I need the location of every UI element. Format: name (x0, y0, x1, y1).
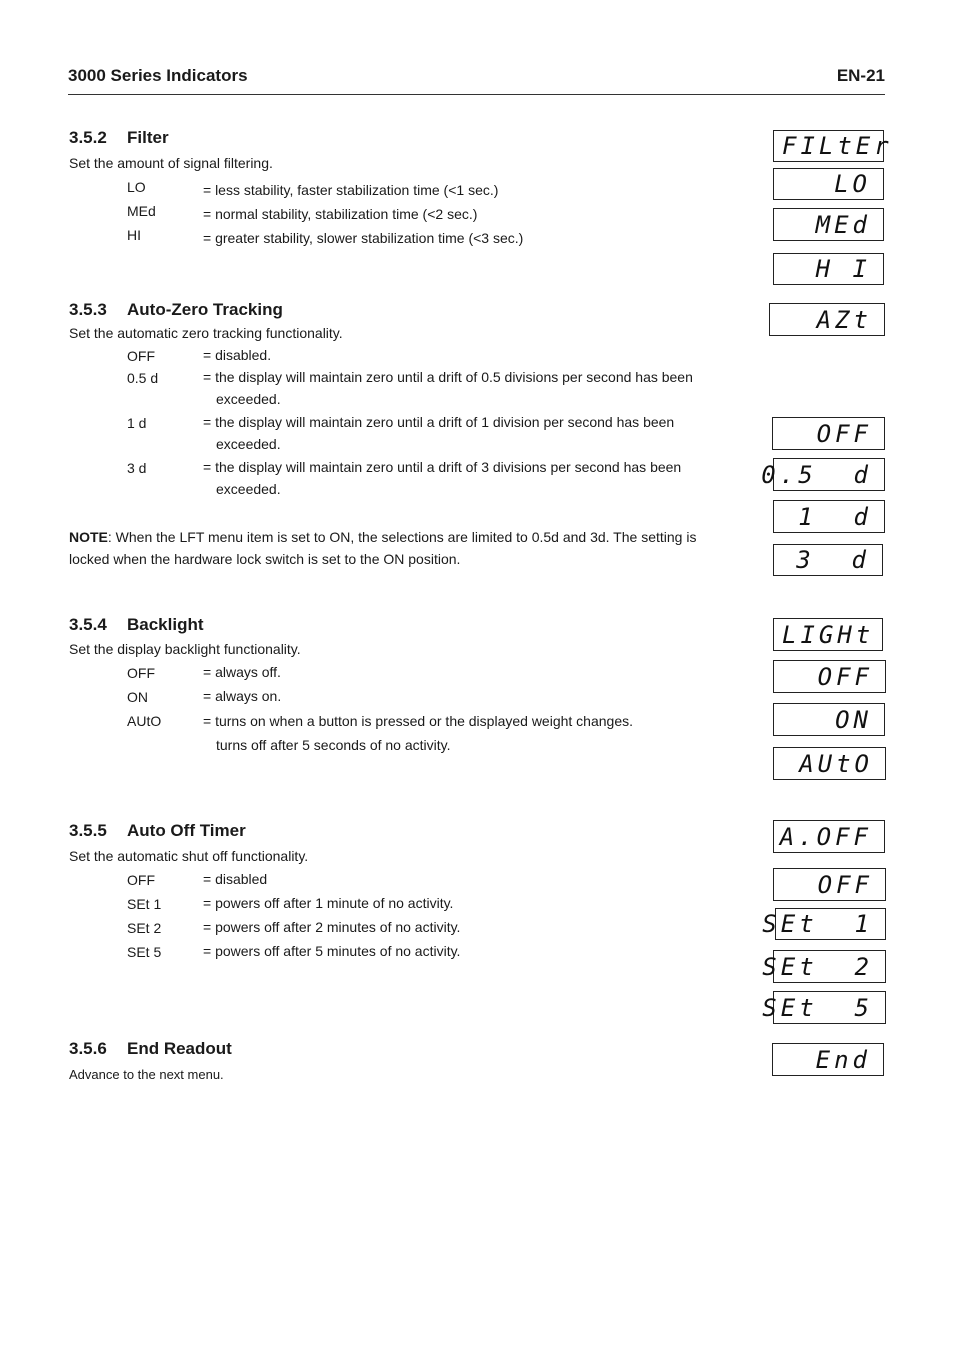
option-key: 1 d (127, 415, 147, 431)
section-intro: Set the automatic shut off functionality. (69, 848, 309, 864)
option-desc: = greater stability, slower stabilization time (<3 sec.) (203, 230, 524, 246)
section-heading-end-readout (69, 1039, 232, 1059)
section-number: 3.5.5 (69, 821, 107, 840)
lcd-display: LO (773, 168, 884, 200)
option-desc-continued: exceeded. (216, 391, 281, 407)
option-desc-line: = the display will maintain zero until a drift of 1 division per second has been (203, 414, 675, 430)
option-desc-line: = the display will maintain zero until a drift of 3 divisions per second has been (203, 459, 682, 475)
option-desc-continued: exceeded. (216, 436, 281, 452)
option-desc: = powers off after 1 minute of no activity. (203, 895, 454, 911)
option-key: LO (127, 179, 146, 195)
lcd-display: ON (773, 703, 885, 736)
note-text: : When the LFT menu item is set to ON, the selections are limited to 0.5d and 3d. The setting is locked when the hardware lock switch is set to the ON position. (69, 529, 697, 567)
section-intro: Set the display backlight functionality. (69, 641, 301, 657)
lcd-display: MEd (773, 208, 884, 241)
lcd-display: 3 d (773, 544, 883, 576)
page-number: EN-21 (836, 66, 885, 85)
option-desc-continued: turns off after 5 seconds of no activity. (216, 737, 451, 753)
lcd-display: H I (773, 253, 884, 285)
option-desc-line: = turns on when a button is pressed or the displayed weight changes. (203, 713, 633, 729)
option-desc: = powers off after 5 minutes of no activity. (203, 943, 461, 959)
option-desc: = always on. (203, 688, 282, 704)
option-desc (203, 366, 723, 410)
lcd-display: OFF (772, 417, 885, 450)
lcd-display: 0.5 d (773, 458, 885, 491)
note-label: NOTE (69, 529, 108, 545)
section-intro: Set the automatic zero tracking functionality. (69, 325, 343, 341)
option-desc (203, 709, 723, 757)
section-heading-auto-off-timer (69, 821, 246, 841)
lcd-display: End (772, 1043, 884, 1076)
option-key: SEt 2 (127, 920, 162, 936)
section-heading-backlight (69, 615, 204, 635)
option-key: 3 d (127, 460, 147, 476)
lcd-display: SEt 1 (775, 908, 886, 940)
option-desc: = normal stability, stabilization time (<2 sec.) (203, 206, 478, 222)
document-title: 3000 Series Indicators (68, 66, 248, 85)
option-desc-line: = the display will maintain zero until a drift of 0.5 divisions per second has been (203, 369, 693, 385)
lcd-display: AZt (769, 303, 885, 336)
section-heading-filter (69, 128, 169, 148)
option-key: AUtO (127, 713, 162, 729)
lcd-display: 1 d (773, 500, 885, 533)
section-title: Auto Off Timer (127, 821, 246, 840)
section-title: Backlight (127, 615, 204, 634)
option-desc-continued: exceeded. (216, 481, 281, 497)
option-key: SEt 5 (127, 944, 162, 960)
option-key: HI (127, 227, 141, 243)
option-key: SEt 1 (127, 896, 162, 912)
lcd-display: SEt 2 (773, 950, 886, 983)
option-key: OFF (127, 348, 155, 364)
section-title: Auto-Zero Tracking (127, 300, 283, 319)
option-key: ON (127, 689, 148, 705)
lcd-display: SEt 5 (773, 991, 886, 1024)
section-number: 3.5.3 (69, 300, 107, 319)
option-desc (203, 411, 723, 455)
option-desc: = disabled. (203, 347, 272, 363)
section-number: 3.5.4 (69, 615, 107, 634)
lcd-display: OFF (773, 868, 886, 901)
option-desc: = powers off after 2 minutes of no activity. (203, 919, 461, 935)
section-number: 3.5.6 (69, 1039, 107, 1058)
option-key: OFF (127, 872, 155, 888)
lcd-display: LIGHt (773, 618, 883, 651)
option-key: OFF (127, 665, 155, 681)
section-heading-auto-zero-tracking (69, 300, 283, 320)
section-intro: Advance to the next menu. (69, 1067, 224, 1082)
lcd-display: A.OFF (773, 820, 885, 853)
option-desc: = less stability, faster stabilization time (<1 sec.) (203, 182, 499, 198)
lcd-display: AUtO (773, 747, 886, 780)
section-number: 3.5.2 (69, 128, 107, 147)
section-intro: Set the amount of signal filtering. (69, 155, 273, 171)
lcd-display: OFF (773, 660, 886, 693)
option-desc: = always off. (203, 664, 281, 680)
page-header (68, 66, 885, 95)
option-key: 0.5 d (127, 370, 159, 386)
lcd-display: FILtEr (773, 130, 884, 162)
section-title: End Readout (127, 1039, 232, 1058)
option-key: MEd (127, 203, 156, 219)
option-desc: = disabled (203, 871, 268, 887)
note-paragraph (69, 526, 729, 570)
section-title: Filter (127, 128, 169, 147)
option-desc (203, 456, 723, 500)
